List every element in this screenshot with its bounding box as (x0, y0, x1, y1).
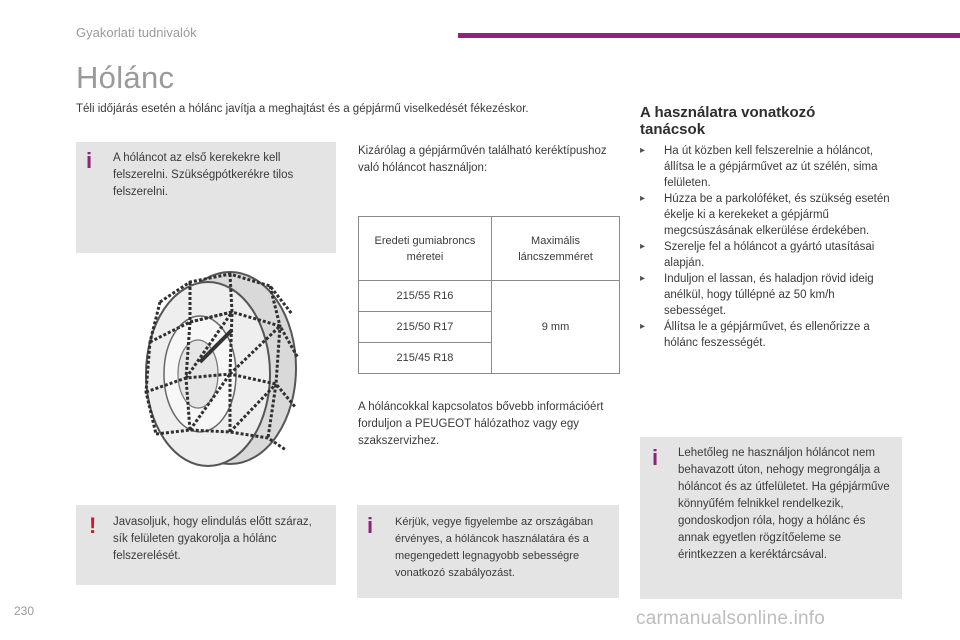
table-cell-tire-size: 215/50 R17 (359, 312, 492, 343)
list-item: ▸ Szerelje fel a hóláncot a gyártó utasításai alapján. (640, 241, 875, 269)
info-icon: i (652, 445, 659, 470)
list-item: ▸ Húzza be a parkolóféket, és szükség esetén ékelje ki a kerekeket a gépjármű megcsúszásának elkerülése érdekében. (640, 193, 890, 237)
info-icon: i (367, 513, 374, 538)
list-item: ▸ Ha út közben kell felszerelnie a hóláncot, állítsa le a gépjárművet az út szélén, sima felületen. (640, 145, 878, 189)
bullet-icon: ▸ (640, 321, 646, 332)
page-number: 230 (14, 604, 35, 618)
tire-size-table (358, 216, 620, 374)
table-header-link: Maximális láncszemméret (492, 217, 620, 281)
snow-chain-tire-illustration (120, 262, 320, 472)
warning-icon: ! (89, 513, 97, 538)
table-header-tire: Eredeti gumiabroncs méretei (359, 217, 492, 281)
bullet-icon: ▸ (640, 241, 646, 252)
bullet-icon: ▸ (640, 193, 646, 204)
table-cell-max-link: 9 mm (492, 281, 620, 374)
bullet-icon: ▸ (640, 273, 646, 284)
usage-tips-list (640, 143, 895, 351)
header-accent-bar (458, 33, 960, 38)
info-box-text: Kérjük, vegye figyelembe az országában érvényes, a hóláncok használatára és a megengedett legnagyobb sebességre vonatkozó szabályozást. (395, 516, 594, 579)
watermark: carmanualsonline.info (636, 608, 826, 629)
list-item: ▸ Állítsa le a gépjárművet, és ellenőrizze a hólánc feszességét. (640, 321, 870, 349)
info-box-text: A hóláncot az első kerekekre kell felszerelni. Szükségpótkerékre tilos felszerelni. (113, 152, 294, 198)
page-title: Hólánc (76, 60, 175, 95)
bullet-icon: ▸ (640, 145, 646, 156)
usage-tips-heading: A használatra vonatkozó tanácsok (640, 104, 816, 138)
section-header: Gyakorlati tudnivalók (76, 25, 197, 40)
intro-text: Téli időjárás esetén a hólánc javítja a meghajtást és a gépjármű viselkedését fékezéskor. (76, 103, 529, 115)
info-box-road-surface (640, 437, 902, 599)
table-cell-tire-size: 215/55 R16 (359, 281, 492, 312)
list-item: ▸ Induljon el lassan, és haladjon rövid ideig anélkül, hogy túllépné az 50 km/h sebességet. (640, 273, 874, 317)
table-cell-tire-size: 215/45 R18 (359, 343, 492, 374)
info-icon: i (86, 148, 93, 173)
warning-box-text: Javasoljuk, hogy elindulás előtt száraz, sík felületen gyakorolja a hólánc felszerelését. (113, 516, 312, 562)
warning-box-practice (76, 505, 336, 585)
info-box-text: Lehetőleg ne használjon hóláncot nem behavazott úton, nehogy megrongálja a hóláncot és az útfelületet. Ha gépjárműve könnyűfém felnikkel rendelkezik, gondoskodjon róla, hogy a hólánc és annak egyetlen rögzítőeleme se érintkezzen a keréktárcsával. (678, 447, 890, 561)
chain-type-lead: Kizárólag a gépjárművén található keréktípushoz való hóláncot használjon: (358, 145, 607, 174)
info-box-front-wheels (76, 142, 336, 253)
network-note: A hóláncokkal kapcsolatos bővebb információért forduljon a PEUGEOT hálózathoz vagy egy szakszervizhez. (358, 401, 604, 447)
info-box-regulations (357, 505, 619, 598)
tire-with-chain-image (120, 262, 320, 472)
